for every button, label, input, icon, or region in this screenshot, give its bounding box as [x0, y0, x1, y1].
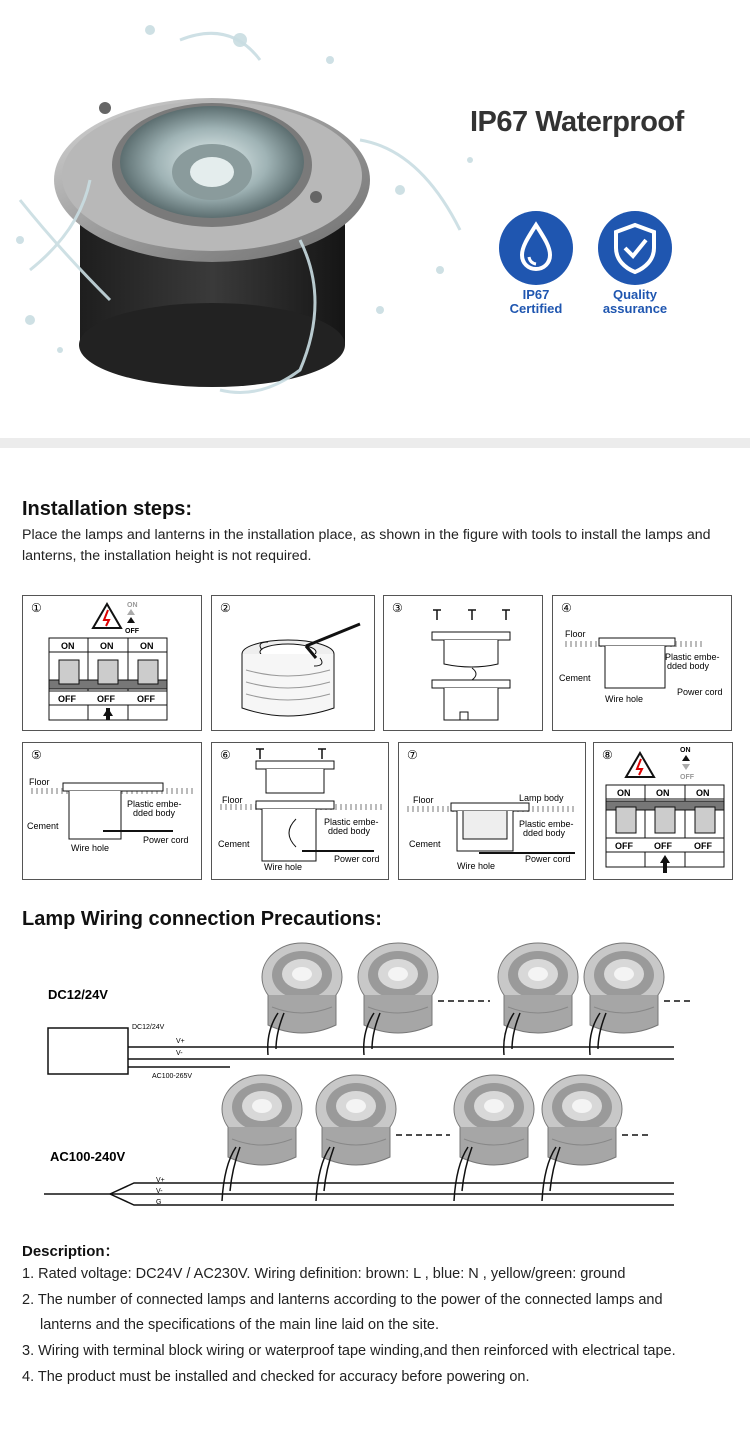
description-item: 1. Rated voltage: DC24V / AC230V. Wiring definition: brown: L , blue: N , yellow/green: ground	[22, 1266, 626, 1282]
svg-text:Cement: Cement	[559, 673, 591, 683]
svg-text:③: ③	[392, 601, 403, 615]
description-heading: Description：	[22, 1243, 120, 1260]
embed-cord-diagram	[23, 743, 203, 881]
svg-text:dded body: dded body	[523, 828, 566, 838]
ip67-badge	[499, 211, 573, 285]
svg-text:Plastic embe-: Plastic embe-	[324, 817, 379, 827]
svg-text:Plastic embe-: Plastic embe-	[665, 652, 720, 662]
svg-text:OFF: OFF	[694, 841, 712, 851]
svg-text:OFF: OFF	[97, 694, 115, 704]
svg-text:OFF: OFF	[58, 694, 76, 704]
quality-badge	[598, 211, 672, 285]
water-drop-icon	[499, 211, 573, 285]
svg-text:ON: ON	[127, 602, 138, 609]
svg-text:ON: ON	[100, 641, 114, 651]
svg-text:⑤: ⑤	[31, 748, 42, 762]
svg-text:④: ④	[561, 601, 572, 615]
svg-text:Floor: Floor	[29, 777, 50, 787]
step-6-panel	[211, 742, 389, 880]
embed-diagram	[553, 596, 733, 732]
ip67-badge-label: IP67 Certified	[509, 287, 563, 316]
lamp-insert-diagram	[212, 743, 390, 881]
svg-text:Wire hole: Wire hole	[71, 843, 110, 853]
step-8-panel	[593, 742, 733, 880]
svg-text:dded body: dded body	[133, 808, 176, 818]
svg-text:Power cord: Power cord	[677, 687, 723, 697]
breaker-on-diagram	[594, 743, 734, 881]
svg-text:V+: V+	[156, 1177, 165, 1184]
svg-text:dded body: dded body	[667, 661, 710, 671]
svg-text:Wire hole: Wire hole	[264, 862, 303, 872]
svg-text:G: G	[156, 1199, 162, 1206]
installation-heading: Installation steps:	[22, 498, 193, 520]
svg-text:⑦: ⑦	[407, 748, 418, 762]
svg-text:Wire hole: Wire hole	[605, 694, 644, 704]
svg-text:⑧: ⑧	[602, 748, 613, 762]
description-item: 2. The number of connected lamps and lanterns according to the power of the connected lamps and	[22, 1292, 663, 1308]
step-2-panel	[211, 595, 375, 731]
step-7-panel	[398, 742, 586, 880]
svg-text:Cement: Cement	[409, 839, 441, 849]
svg-text:Cement: Cement	[218, 839, 250, 849]
description-item: 4. The product must be installed and checked for accuracy before powering on.	[22, 1369, 530, 1385]
wiring-diagram	[0, 935, 750, 1225]
description-item: lanterns and the specifications of the main line laid on the site.	[40, 1317, 439, 1333]
svg-text:Plastic embe-: Plastic embe-	[519, 819, 574, 829]
description-item: 3. Wiring with terminal block wiring or waterproof tape winding,and then reinforced with electrical tape.	[22, 1343, 676, 1359]
assembly-diagram	[384, 596, 544, 732]
svg-text:ON: ON	[140, 641, 154, 651]
svg-text:AC100-265V: AC100-265V	[152, 1073, 193, 1080]
svg-text:Power cord: Power cord	[143, 835, 189, 845]
svg-text:ON: ON	[696, 788, 710, 798]
svg-text:OFF: OFF	[680, 774, 694, 781]
svg-text:OFF: OFF	[615, 841, 633, 851]
svg-text:Power cord: Power cord	[334, 854, 380, 864]
page-title: IP67 Waterproof	[470, 106, 684, 138]
lamp-tool-diagram	[212, 596, 376, 732]
svg-text:②: ②	[220, 601, 231, 615]
wiring-heading: Lamp Wiring connection Precautions:	[22, 908, 382, 930]
svg-text:DC12/24V: DC12/24V	[132, 1024, 165, 1031]
svg-text:Wire hole: Wire hole	[457, 861, 496, 871]
svg-text:Floor: Floor	[413, 795, 434, 805]
svg-text:dded body: dded body	[328, 826, 371, 836]
svg-text:ON: ON	[680, 747, 691, 754]
svg-text:Floor: Floor	[222, 795, 243, 805]
breaker-off-diagram	[23, 596, 203, 732]
dc-title: DC12/24V	[48, 987, 108, 1002]
svg-text:ON: ON	[61, 641, 75, 651]
step-1-panel	[22, 595, 202, 731]
step-5-panel	[22, 742, 202, 880]
quality-badge-label: Quality assurance	[602, 287, 668, 316]
svg-text:⑥: ⑥	[220, 748, 231, 762]
svg-text:ON: ON	[617, 788, 631, 798]
shield-check-icon	[598, 211, 672, 285]
power-supply-box	[48, 1028, 128, 1074]
step-number: ①	[31, 601, 42, 615]
product-photo	[0, 0, 480, 430]
svg-text:Plastic embe-: Plastic embe-	[127, 799, 182, 809]
svg-text:OFF: OFF	[125, 628, 139, 635]
hero-section	[0, 0, 750, 438]
svg-text:V-: V-	[176, 1050, 183, 1057]
svg-text:OFF: OFF	[137, 694, 155, 704]
svg-text:Power cord: Power cord	[525, 854, 571, 864]
svg-text:ON: ON	[656, 788, 670, 798]
ac-title: AC100-240V	[50, 1149, 126, 1164]
svg-text:Cement: Cement	[27, 821, 59, 831]
svg-text:Lamp body: Lamp body	[519, 793, 564, 803]
step-3-panel	[383, 595, 543, 731]
svg-text:Floor: Floor	[565, 629, 586, 639]
svg-text:V-: V-	[156, 1188, 163, 1195]
svg-text:V+: V+	[176, 1038, 185, 1045]
svg-text:OFF: OFF	[654, 841, 672, 851]
installation-text: Place the lamps and lanterns in the installation place, as shown in the figure with tools to install the lamps and lanterns, the installation height is not required.	[22, 527, 711, 564]
lamp-installed-diagram	[399, 743, 587, 881]
section-divider	[0, 438, 750, 448]
step-4-panel	[552, 595, 732, 731]
